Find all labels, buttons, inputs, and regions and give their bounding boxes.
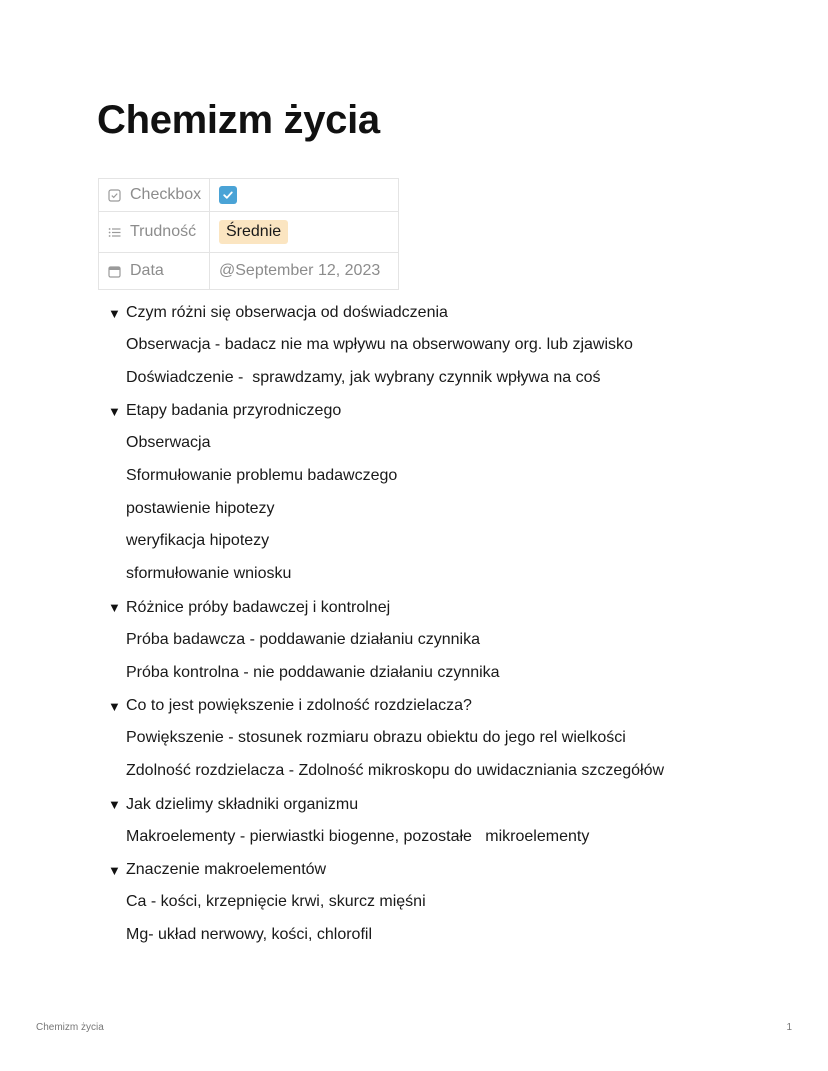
checkbox-property-icon	[108, 189, 121, 202]
toggle-triangle-icon[interactable]: ▼	[108, 698, 121, 714]
toggle-child-text: Doświadczenie - sprawdzamy, jak wybrany czynnik wpływa na coś	[126, 368, 601, 386]
properties-table	[98, 178, 399, 290]
toggle-child-text: Powiększenie - stosunek rozmiaru obrazu obiektu do jego rel wielkości	[126, 729, 626, 747]
toggle-heading[interactable]: ▼ Różnice próby badawczej i kontrolnej	[108, 598, 391, 616]
calendar-icon	[108, 265, 121, 278]
toggle-triangle-icon[interactable]: ▼	[108, 305, 121, 321]
toggle-triangle-icon[interactable]: ▼	[108, 797, 121, 813]
property-row-trudnosc	[99, 212, 399, 253]
page-number: 1	[786, 1022, 792, 1033]
toggle-child-text: Mg- układ nerwowy, kości, chlorofil	[126, 925, 373, 943]
toggle-child-text: weryfikacja hipotezy	[126, 532, 270, 550]
toggle-heading[interactable]: ▼ Czym różni się obserwacja od doświadczenia	[108, 304, 448, 321]
toggle-heading[interactable]: ▼ Etapy badania przyrodniczego	[108, 402, 342, 420]
toggle-block	[108, 297, 808, 394]
list-property-icon	[108, 226, 121, 239]
toggle-heading[interactable]: ▼ Co to jest powiększenie i zdolność rozdzielacza?	[108, 697, 472, 715]
toggle-child-text: postawienie hipotezy	[126, 499, 275, 517]
toggle-block	[108, 592, 808, 689]
toggle-child-text: Sformułowanie problemu badawczego	[126, 467, 398, 485]
toggle-list	[108, 297, 808, 953]
toggle-triangle-icon[interactable]: ▼	[108, 403, 121, 419]
toggle-triangle-icon[interactable]: ▼	[108, 600, 121, 616]
toggle-child-text: Obserwacja - badacz nie ma wpływu na obserwowany org. lub zjawisko	[126, 336, 633, 353]
footer-title: Chemizm życia	[36, 1022, 104, 1033]
toggle-block	[108, 854, 808, 951]
property-row-checkbox	[99, 179, 399, 212]
page-title: Chemizm życia	[97, 98, 380, 142]
toggle-block	[108, 789, 808, 854]
toggle-child-text: Zdolność rozdzielacza - Zdolność mikroskopu do uwidaczniania szczegółów	[126, 761, 665, 779]
checkbox-checked-icon[interactable]	[219, 186, 237, 204]
toggle-child-text: Obserwacja	[126, 434, 211, 452]
checkbox-property-label: Checkbox	[130, 186, 202, 203]
toggle-block	[108, 690, 808, 787]
toggle-child-text: Ca - kości, krzepnięcie krwi, skurcz mięśni	[126, 893, 426, 911]
toggle-child-text: Próba badawcza - poddawanie działaniu czynnika	[126, 630, 480, 648]
toggle-child-text: sformułowanie wniosku	[126, 565, 292, 583]
toggle-child-text: Próba kontrolna - nie poddawanie działaniu czynnika	[126, 663, 500, 681]
date-value[interactable]: @September 12, 2023	[219, 262, 381, 279]
trudnosc-tag[interactable]: Średnie	[219, 220, 288, 244]
toggle-heading[interactable]: ▼ Jak dzielimy składniki organizmu	[108, 795, 359, 813]
data-property-label: Data	[130, 262, 164, 279]
trudnosc-property-label: Trudność	[130, 223, 197, 240]
toggle-block	[108, 395, 808, 590]
toggle-heading[interactable]: ▼ Znaczenie makroelementów	[108, 861, 327, 879]
property-row-data	[99, 253, 399, 290]
toggle-child-text: Makroelementy - pierwiastki biogenne, pozostałe mikroelementy	[126, 827, 590, 845]
toggle-triangle-icon[interactable]: ▼	[108, 862, 121, 878]
